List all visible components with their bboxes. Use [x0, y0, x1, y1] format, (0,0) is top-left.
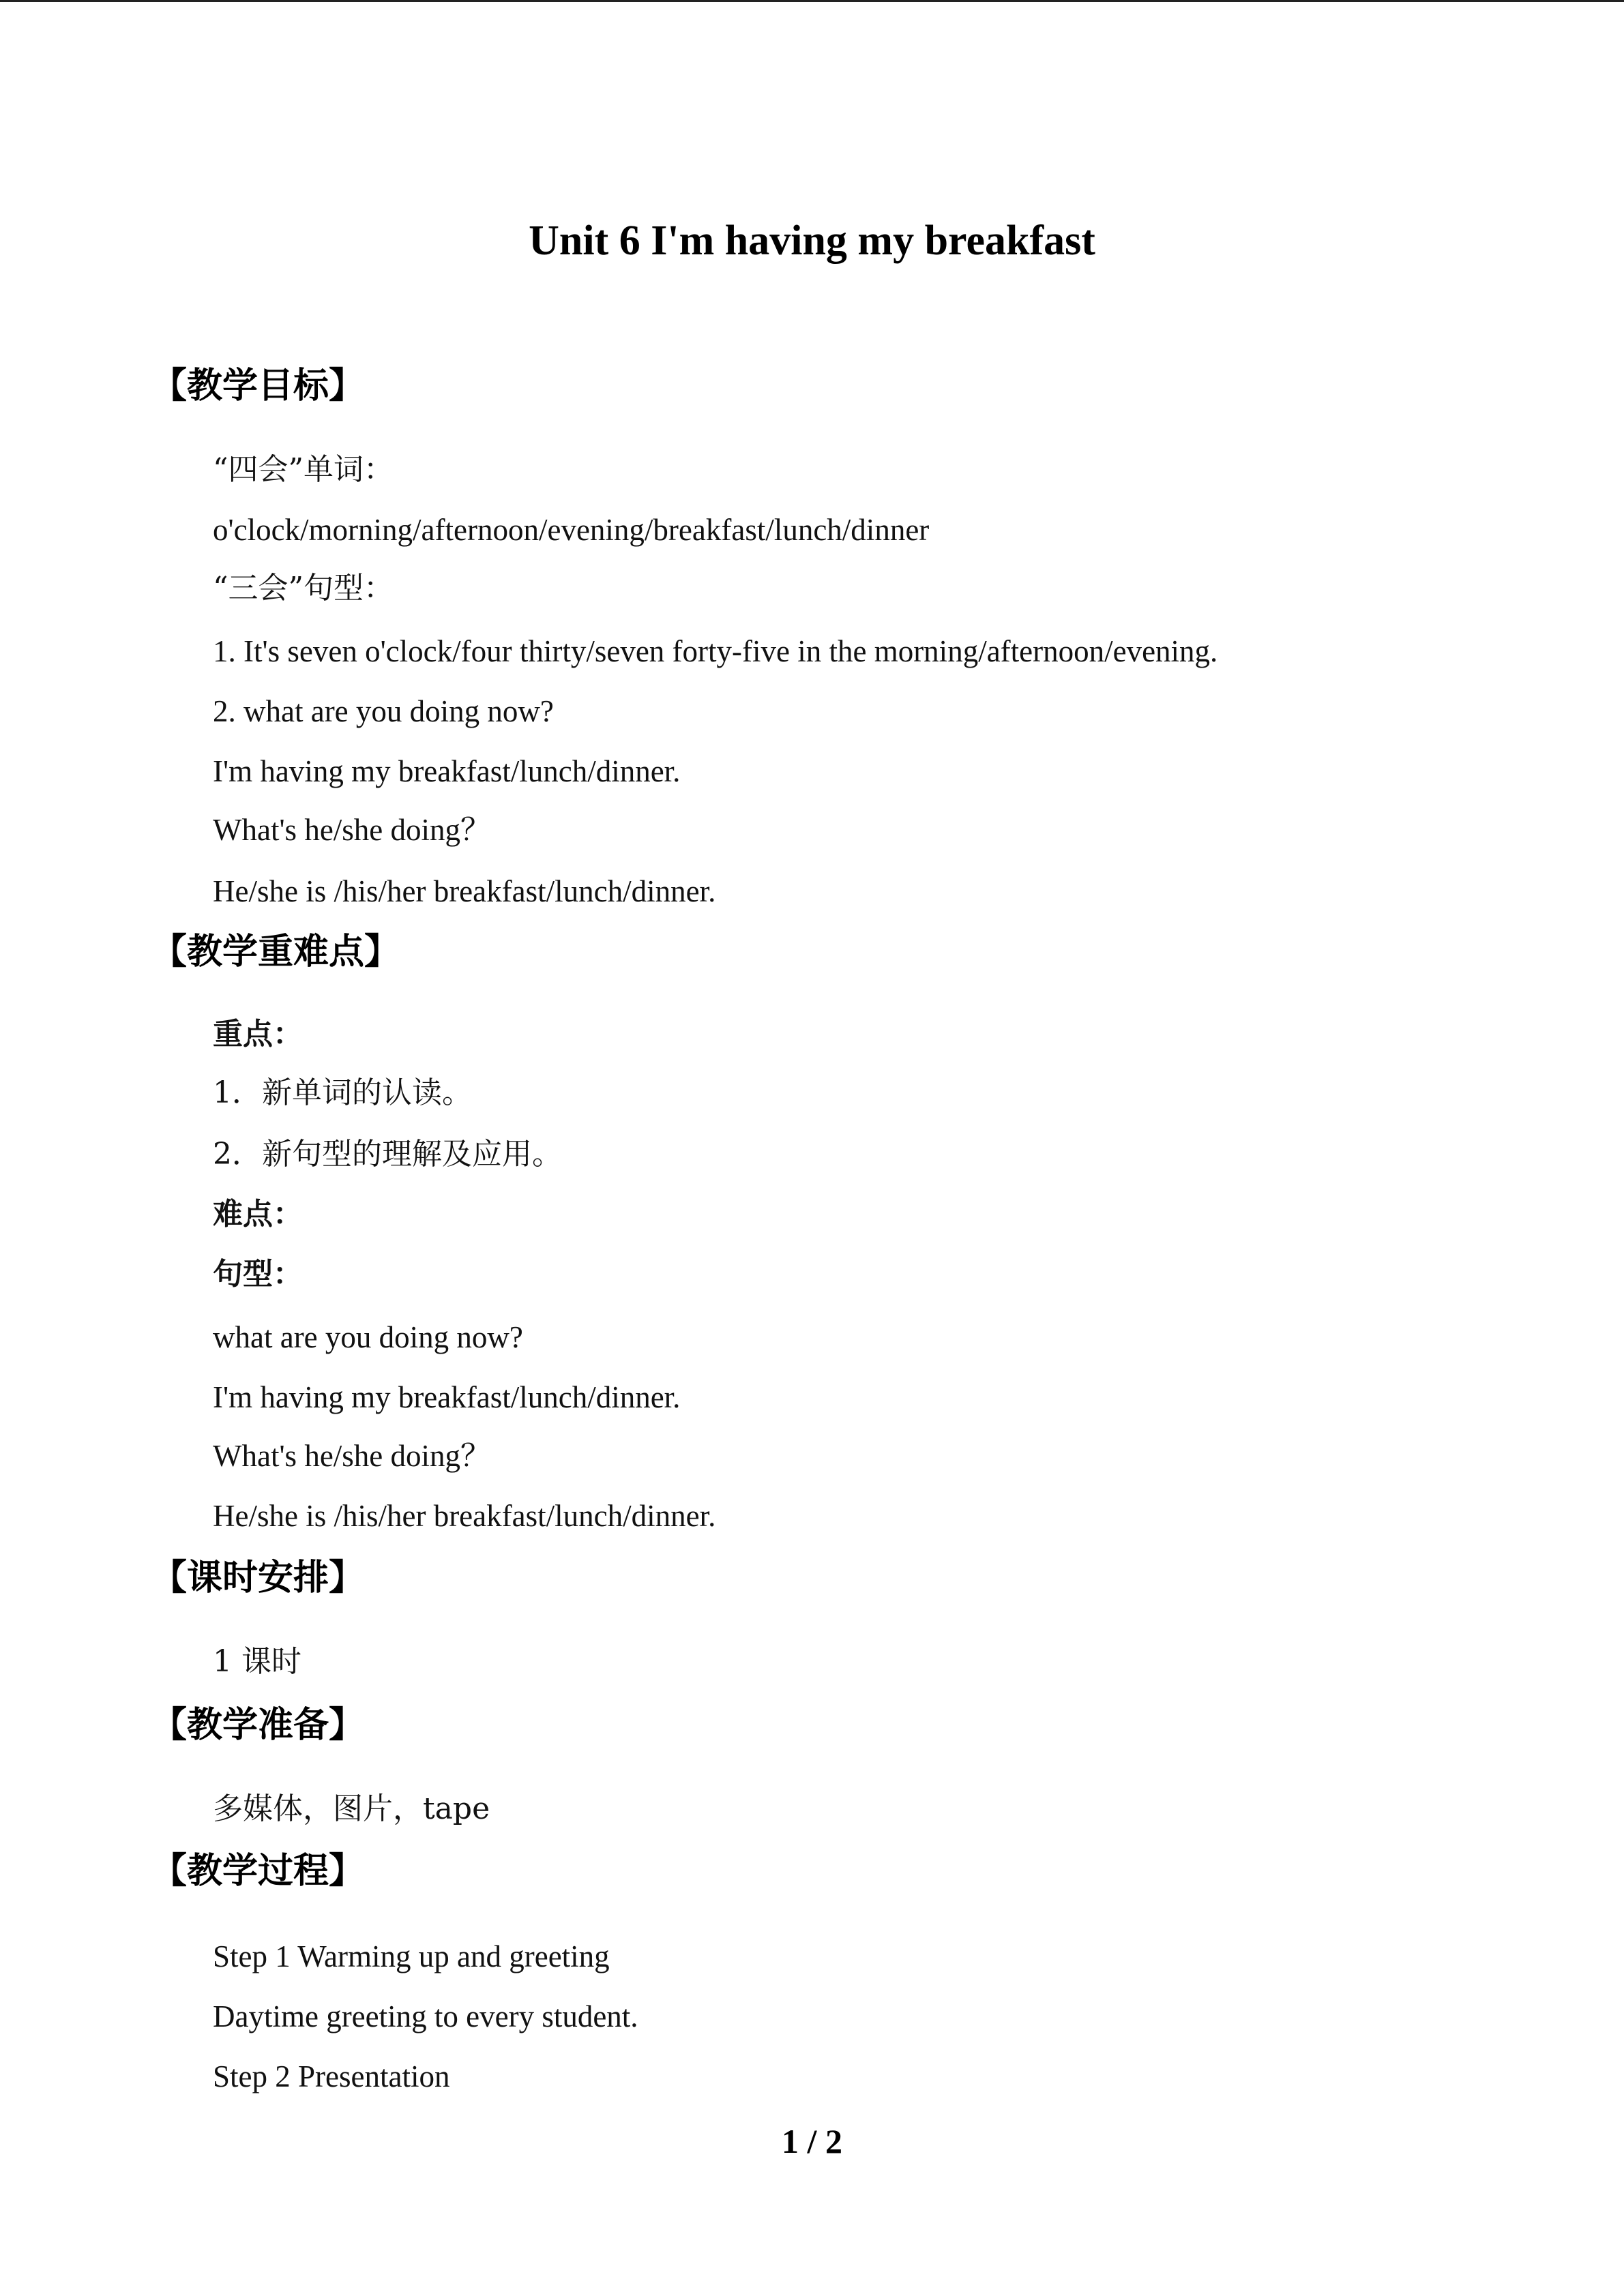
- key-points-line: what are you doing now?: [213, 1320, 523, 1354]
- objectives-line: “四会”单词：: [213, 452, 394, 487]
- objectives-line: He/she is /his/her breakfast/lunch/dinner.: [213, 874, 716, 908]
- key-points-line: What's he/she doing？: [213, 1439, 492, 1473]
- key-points-line: 重点：: [213, 1017, 303, 1052]
- key-points-line: 2．新句型的理解及应用。: [213, 1137, 562, 1172]
- section-heading-preparation: 【教学准备】: [151, 1705, 365, 1746]
- key-points-line: 难点：: [213, 1197, 303, 1232]
- key-points-line: I'm having my breakfast/lunch/dinner.: [213, 1380, 681, 1414]
- objectives-line: What's he/she doing？: [213, 813, 492, 847]
- process-line: Step 2 Presentation: [213, 2059, 450, 2093]
- section-heading-objectives: 【教学目标】: [151, 366, 365, 406]
- process-line: Step 1 Warming up and greeting: [213, 1939, 610, 1973]
- objectives-line: 1. It's seven o'clock/four thirty/seven forty-five in the morning/afternoon/evening.: [213, 634, 1218, 668]
- objectives-line: o'clock/morning/afternoon/evening/breakfast/lunch/dinner: [213, 513, 930, 547]
- key-points-line: He/she is /his/her breakfast/lunch/dinner.: [213, 1499, 716, 1533]
- section-heading-key-points: 【教学重难点】: [151, 931, 400, 972]
- schedule-line: 1 课时: [213, 1644, 301, 1679]
- objectives-line: 2. what are you doing now?: [213, 694, 554, 728]
- key-points-line: 句型：: [213, 1257, 303, 1292]
- key-points-line: 1．新单词的认读。: [213, 1075, 472, 1110]
- process-line: Daytime greeting to every student.: [213, 1999, 638, 2033]
- preparation-line: 多媒体，图片，tape: [213, 1791, 490, 1826]
- objectives-line: “三会”句型：: [213, 571, 394, 606]
- page-number: 1 / 2: [782, 2122, 842, 2160]
- section-heading-process: 【教学过程】: [151, 1851, 365, 1892]
- section-heading-schedule: 【课时安排】: [151, 1557, 365, 1598]
- page-title: Unit 6 I'm having my breakfast: [529, 218, 1095, 264]
- objectives-line: I'm having my breakfast/lunch/dinner.: [213, 754, 681, 788]
